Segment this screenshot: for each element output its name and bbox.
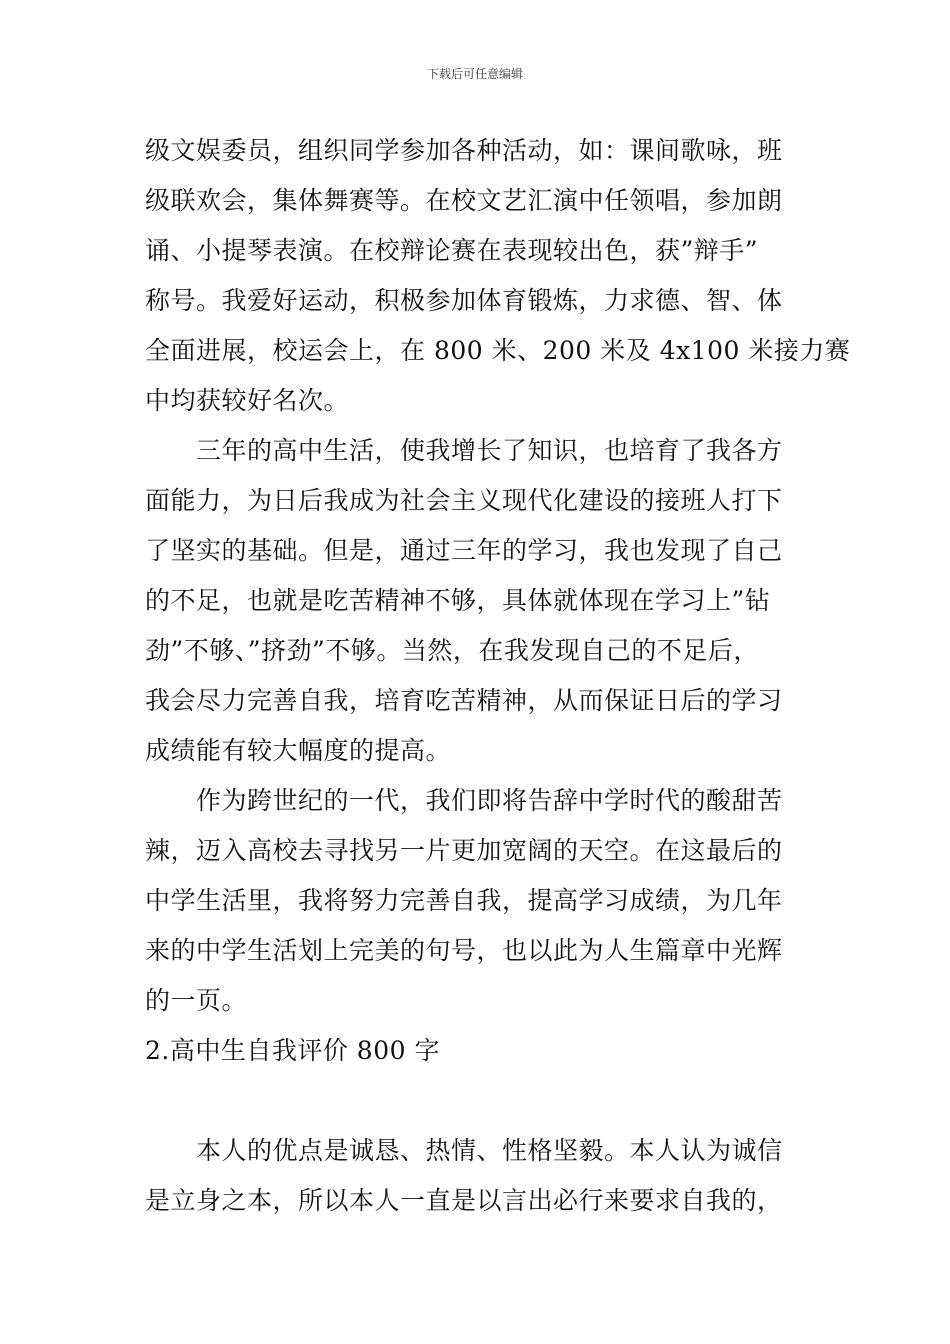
- page-header: 下载后可任意编辑: [426, 67, 523, 81]
- text-line: 的一页。: [145, 986, 248, 1015]
- text-line: 我会尽力完善自我，培育吃苦精神，从而保证日后的学习: [145, 686, 783, 715]
- paragraph-three-years: [145, 426, 825, 776]
- text-line: 中学生活里，我将努力完善自我，提高学习成绩，为几年: [145, 886, 783, 915]
- paragraph-self-evaluation: [145, 1126, 825, 1226]
- paragraph-activities: [145, 126, 851, 426]
- blank-line: [145, 1076, 825, 1126]
- text-line: 作为跨世纪的一代，我们即将告辞中学时代的酸甜苦: [145, 786, 783, 815]
- text-line: 面能力，为日后我成为社会主义现代化建设的接班人打下: [145, 486, 783, 515]
- text-line: 称号。我爱好运动，积极参加体育锻炼，力求德、智、体: [145, 286, 783, 315]
- text-line: 全面进展，校运会上，在 800 米、200 米及 4x100 米接力赛: [145, 336, 851, 365]
- text-line: 劲”不够、”挤劲”不够。当然，在我发现自己的不足后，: [145, 636, 759, 665]
- text-line: 的不足，也就是吃苦精神不够，具体就体现在学习上”钻: [145, 586, 771, 615]
- text-line: 级文娱委员，组织同学参加各种活动，如：课间歌咏，班: [145, 136, 783, 165]
- text-line: 中均获较好名次。: [145, 386, 350, 415]
- document-body: [145, 126, 851, 1226]
- section-heading: 2.高中生自我评价 800 字: [145, 1036, 440, 1065]
- text-line: 了坚实的基础。但是，通过三年的学习，我也发现了自己: [145, 536, 783, 565]
- text-line: 是立身之本，所以本人一直是以言出必行来要求自我的，: [145, 1186, 783, 1215]
- text-line: 级联欢会，集体舞赛等。在校文艺汇演中任领唱，参加朗: [145, 186, 783, 215]
- text-line: 成绩能有较大幅度的提高。: [145, 736, 452, 765]
- text-line: 来的中学生活划上完美的句号，也以此为人生篇章中光辉: [145, 936, 783, 965]
- paragraph-generation: [145, 776, 825, 1026]
- text-line: 辣，迈入高校去寻找另一片更加宽阔的天空。在这最后的: [145, 836, 783, 865]
- text-line: 三年的高中生活，使我增长了知识，也培育了我各方: [145, 436, 783, 465]
- text-line: 本人的优点是诚恳、热情、性格坚毅。本人认为诚信: [145, 1136, 783, 1165]
- text-line: 诵、小提琴表演。在校辩论赛在表现较出色，获”辩手”: [145, 236, 759, 265]
